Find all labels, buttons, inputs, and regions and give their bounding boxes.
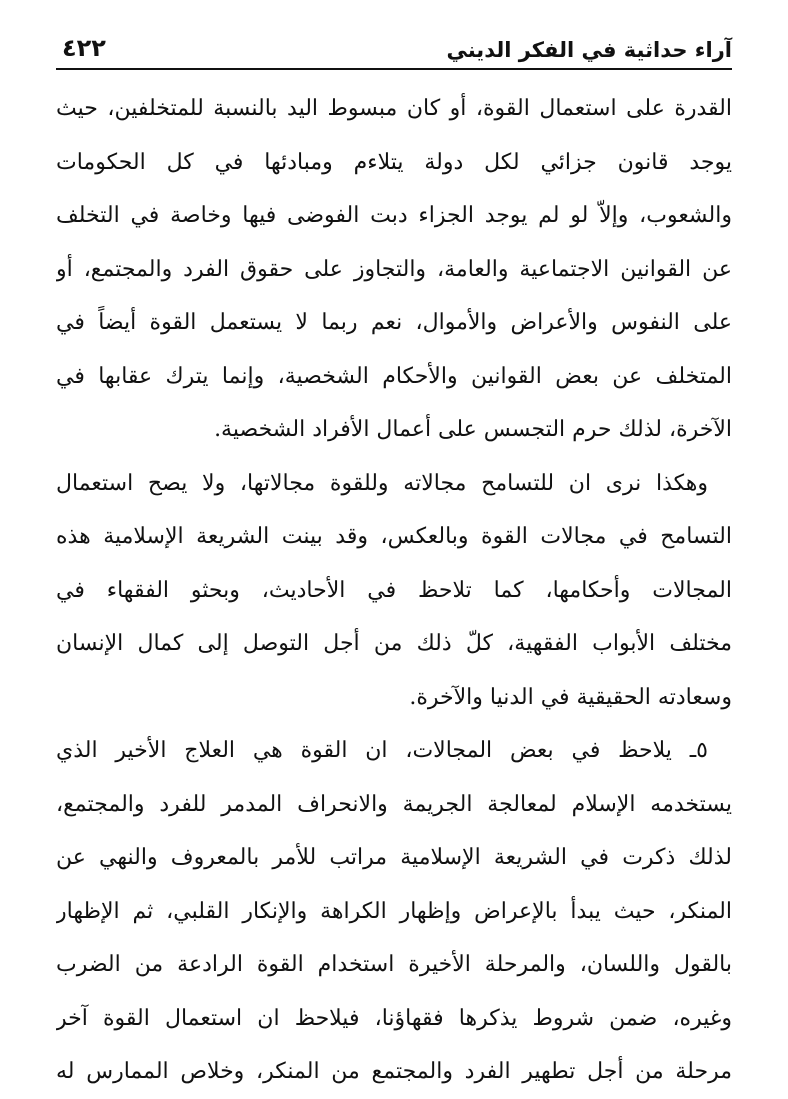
- text-line: بالقول واللسان، والمرحلة الأخيرة استخدام القوة الرادعة من الضرب: [56, 952, 732, 977]
- paragraph-2: [56, 457, 732, 725]
- text-line: الآخرة، لذلك حرم التجسس على أعمال الأفراد الشخصية.: [214, 417, 732, 442]
- text-line: القدرة على استعمال القوة، أو كان مبسوط اليد بالنسبة للمتخلفين، حيث: [56, 96, 732, 121]
- text-line: عن القوانين الاجتماعية والعامة، والتجاوز على حقوق الفرد والمجتمع، أو: [56, 256, 732, 282]
- text-line: المجالات وأحكامها، كما تلاحظ في الأحاديث، وبحثو الفقهاء في: [56, 577, 732, 603]
- text-line: وسعادته الحقيقية في الدنيا والآخرة.: [409, 684, 732, 710]
- text-line: المنكر، حيث يبدأ بالإعراض وإظهار الكراهة والإنكار القلبي، ثم الإظهار: [56, 898, 732, 924]
- running-title: آراء حداثية في الفكر الديني: [446, 38, 732, 62]
- text-line: ٥ـ يلاحظ في بعض المجالات، ان القوة هي العلاج الأخير الذي: [56, 738, 708, 763]
- paragraph-1: [56, 82, 732, 457]
- text-line: مختلف الأبواب الفقهية، كلّ ذلك من أجل التوصل إلى كمال الإنسان: [56, 631, 732, 656]
- text-line: على النفوس والأعراض والأموال، نعم ربما لا يستعمل القوة أيضاً في: [56, 310, 732, 335]
- paragraph-3: [56, 724, 732, 1099]
- text-line: وهكذا نرى ان للتسامح مجالاته وللقوة مجالاتها، ولا يصح استعمال: [56, 470, 708, 496]
- text-line: التسامح في مجالات القوة وبالعكس، وقد بينت الشريعة الإسلامية هذه: [56, 524, 732, 549]
- text-line: مرحلة من أجل تطهير الفرد والمجتمع من المنكر، وخلاص الممارس له: [56, 1059, 732, 1084]
- text-line: يوجد قانون جزائي لكل دولة يتلاءم ومبادئها في كل الحكومات: [56, 149, 732, 175]
- running-header: [56, 28, 732, 70]
- text-line: والشعوب، وإلاّ لو لم يوجد الجزاء دبت الفوضى فيها وخاصة في التخلف: [56, 203, 732, 228]
- text-line: وغيره، ضمن شروط يذكرها فقهاؤنا، فيلاحظ ان استعمال القوة آخر: [56, 1005, 732, 1031]
- body-text: [56, 82, 732, 1099]
- text-line: يستخدمه الإسلام لمعالجة الجريمة والانحراف المدمر للفرد والمجتمع،: [56, 791, 732, 817]
- text-line: المتخلف عن بعض القوانين والأحكام الشخصية، وإنما يترك عقابها في: [56, 363, 732, 389]
- text-line: لذلك ذكرت في الشريعة الإسلامية مراتب للأمر بالمعروف والنهي عن: [56, 845, 732, 870]
- page-number: ٤٢٢: [62, 34, 106, 62]
